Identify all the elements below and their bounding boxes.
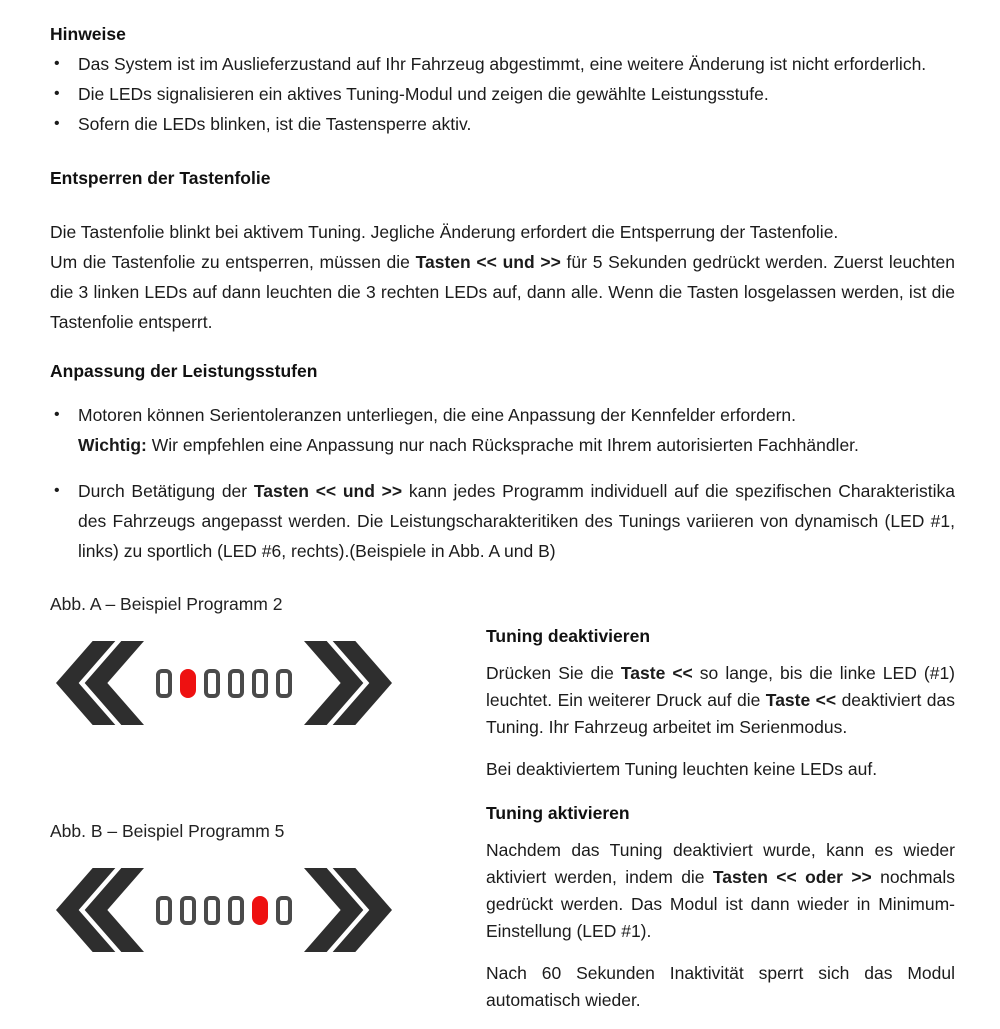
text-segment: Durch Betätigung der [78, 481, 254, 501]
two-column-area [50, 594, 955, 1029]
chevron-left-icon [56, 868, 144, 952]
text-segment: für 5 Sekunden gedrückt werden. Zuerst leuchten die 3 linken LEDs auf dann leuchten die 3 rechten LEDs auf, dann alle. Wenn die Tasten losgelassen werden, ist die Tastenfolie entsperrt. [50, 252, 955, 332]
text-segment: nochmals gedrückt werden. Das Modul ist dann wieder in Minimum-Einstellung (LED #1). [486, 867, 955, 941]
section-anpassung [50, 361, 955, 566]
text-segment: so lange, bis die linke LED (#1) leuchtet. Ein weiterer Druck auf die [486, 663, 956, 710]
bullet-text: Sofern die LEDs blinken, ist die Tastensperre aktiv. [78, 114, 472, 134]
anpassung-list [50, 400, 955, 566]
chevron-left-icon [56, 641, 144, 725]
bullet-text: Das System ist im Auslieferzustand auf Ihr Fahrzeug abgestimmt, eine weitere Änderung ist nicht erforderlich. [78, 54, 927, 74]
entsperren-paragraph-2 [50, 247, 955, 337]
list-item [50, 49, 955, 79]
section-hinweise [50, 24, 955, 139]
figure-b-graphic [56, 868, 486, 952]
figure-b-label: Abb. B – Beispiel Programm 5 [50, 821, 285, 841]
entsperren-title: Entsperren der Tastenfolie [50, 168, 271, 188]
bullet-text: • Motoren können Serientoleranzen unterliegen, die eine Anpassung der Kennfelder erfordern. [78, 405, 796, 425]
led-3 [204, 896, 220, 925]
deaktivieren-paragraph-2: Bei deaktiviertem Tuning leuchten keine LEDs auf. [486, 759, 878, 779]
chevron-right-icon [304, 641, 392, 725]
led-4 [228, 669, 244, 698]
instructions-column [486, 594, 955, 1029]
led-1 [156, 896, 172, 925]
led-5 [252, 669, 268, 698]
led-row [156, 896, 292, 925]
text-segment-bold: Tasten << und >> [253, 481, 403, 501]
led-2 [180, 896, 196, 925]
deaktivieren-title: Tuning deaktivieren [486, 626, 651, 646]
bullet-text: Die LEDs signalisieren ein aktives Tuning-Modul und zeigen die gewählte Leistungsstufe. [78, 84, 769, 104]
led-4 [228, 896, 244, 925]
list-item [50, 476, 955, 566]
text-segment: Drücken Sie die [486, 663, 621, 683]
deaktivieren-paragraph-1 [486, 660, 955, 741]
led-5-active [252, 896, 268, 925]
led-1 [156, 669, 172, 698]
text-segment-bold: Taste << [765, 690, 837, 710]
text-segment-bold: Tasten << und >> [415, 252, 561, 272]
chevron-right-icon [304, 868, 392, 952]
list-item [50, 79, 955, 109]
led-row [156, 669, 292, 698]
text-segment: deaktiviert das Tuning. Ihr Fahrzeug arbeitet im Serienmodus. [486, 690, 955, 737]
list-item [50, 109, 955, 139]
text-segment: kann jedes Programm individuell auf die spezifischen Charakteristika des Fahrzeugs angepasst werden. Die Leistungscharakteritiken des Tunings variieren von dynamisch (LED #1, links) zu sportlich (LED #6, rechts).(Beispiele in Abb. A und B) [78, 481, 956, 561]
hinweise-list [50, 49, 955, 139]
figures-column [50, 594, 486, 1029]
anpassung-title: Anpassung der Leistungsstufen [50, 361, 318, 381]
text-segment-bold: Tasten << oder >> [712, 867, 872, 887]
text-segment: Wir empfehlen eine Anpassung nur nach Rücksprache mit Ihrem autorisierten Fachhändler. [146, 435, 859, 455]
aktivieren-paragraph-2: Nach 60 Sekunden Inaktivität sperrt sich das Modul automatisch wieder. [486, 963, 955, 1010]
section-entsperren [50, 163, 955, 337]
led-6 [276, 669, 292, 698]
hinweise-title: Hinweise [50, 24, 126, 44]
figure-a-label: Abb. A – Beispiel Programm 2 [50, 594, 283, 614]
led-2-active [180, 669, 196, 698]
list-item [50, 400, 955, 460]
text-segment-bold: Wichtig: [78, 435, 147, 455]
led-6 [276, 896, 292, 925]
aktivieren-title: Tuning aktivieren [486, 803, 630, 823]
figure-a-graphic [56, 641, 486, 725]
text-segment: Um die Tastenfolie zu entsperren, müssen die [50, 252, 416, 272]
bullet-text [78, 430, 955, 460]
entsperren-paragraph-1: Die Tastenfolie blinkt bei aktivem Tuning. Jegliche Änderung erfordert die Entsperrung der Tastenfolie. [50, 222, 839, 242]
text-segment: Nachdem das Tuning deaktiviert wurde, kann es wieder aktiviert werden, indem die [486, 840, 955, 887]
aktivieren-paragraph-1 [486, 837, 955, 945]
text-segment-bold: Taste << [620, 663, 693, 683]
led-3 [204, 669, 220, 698]
